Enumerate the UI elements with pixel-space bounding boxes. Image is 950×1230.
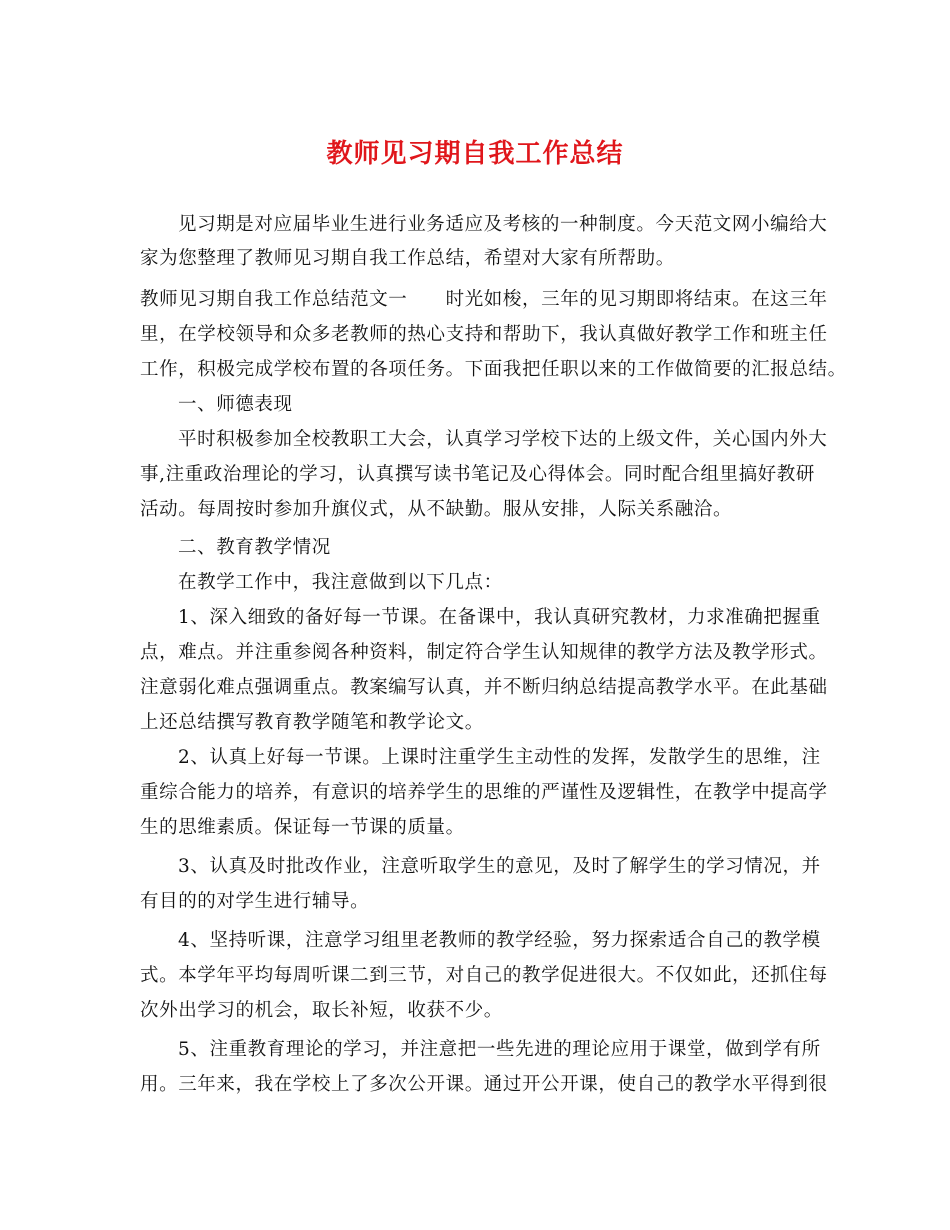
- body-line: 1、深入细致的备好每一节课。在备课中，我认真研究教材，力求准确把握重: [178, 607, 821, 628]
- body-line: 式。本学年平均每周听课二到三节，对自己的教学促进很大。不仅如此，还抓住每: [140, 965, 828, 986]
- section-heading: 二、教育教学情况: [178, 537, 331, 558]
- document-title: 教师见习期自我工作总结: [326, 139, 624, 169]
- body-line: 平时积极参加全校教职工大会，认真学习学校下达的上级文件，关心国内外大: [178, 429, 828, 450]
- body-line: 见习期是对应届毕业生进行业务适应及考核的一种制度。今天范文网小编给大: [178, 214, 828, 235]
- body-line: 2、认真上好每一节课。上课时注重学生主动性的发挥，发散学生的思维，注: [178, 747, 821, 768]
- body-line: 上还总结撰写教育教学随笔和教学论文。: [140, 712, 484, 733]
- body-line: 家为您整理了教师见习期自我工作总结，希望对大家有所帮助。: [140, 248, 675, 269]
- body-line: 在教学工作中，我注意做到以下几点：: [178, 572, 503, 593]
- body-line: 次外出学习的机会，取长补短，收获不少。: [140, 1000, 503, 1021]
- body-line: 注意弱化难点强调重点。教案编写认真，并不断归纳总结提高教学水平。在此基础: [140, 677, 828, 698]
- body-line: 教师见习期自我工作总结范文一 时光如梭，三年的见习期即将结束。在这三年: [140, 289, 828, 310]
- body-line: 事,注重政治理论的学习，认真撰写读书笔记及心得体会。同时配合组里搞好教研: [140, 464, 815, 485]
- body-line: 工作，积极完成学校布置的各项任务。下面我把任职以来的工作做简要的汇报总结。: [140, 359, 847, 380]
- body-line: 重综合能力的培养，有意识的培养学生的思维的严谨性及逻辑性，在教学中提高学: [140, 782, 828, 803]
- body-line: 用。三年来，我在学校上了多次公开课。通过开公开课，使自己的教学水平得到很: [140, 1074, 828, 1095]
- body-line: 里，在学校领导和众多老教师的热心支持和帮助下，我认真做好教学工作和班主任: [140, 324, 828, 345]
- body-line: 活动。每周按时参加升旗仪式，从不缺勤。服从安排，人际关系融洽。: [140, 499, 733, 520]
- body-line: 3、认真及时批改作业，注意听取学生的意见，及时了解学生的学习情况，并: [178, 856, 821, 877]
- body-line: 生的思维素质。保证每一节课的质量。: [140, 817, 465, 838]
- body-line: 5、注重教育理论的学习，并注意把一些先进的理论应用于课堂，做到学有所: [178, 1039, 821, 1060]
- body-line: 4、坚持听课，注意学习组里老教师的教学经验，努力探索适合自己的教学模: [178, 930, 821, 951]
- body-line: 有目的的对学生进行辅导。: [140, 891, 370, 912]
- body-line: 点，难点。并注重参阅各种资料，制定符合学生认知规律的教学方法及教学形式。: [140, 642, 828, 663]
- section-heading: 一、师德表现: [178, 394, 293, 415]
